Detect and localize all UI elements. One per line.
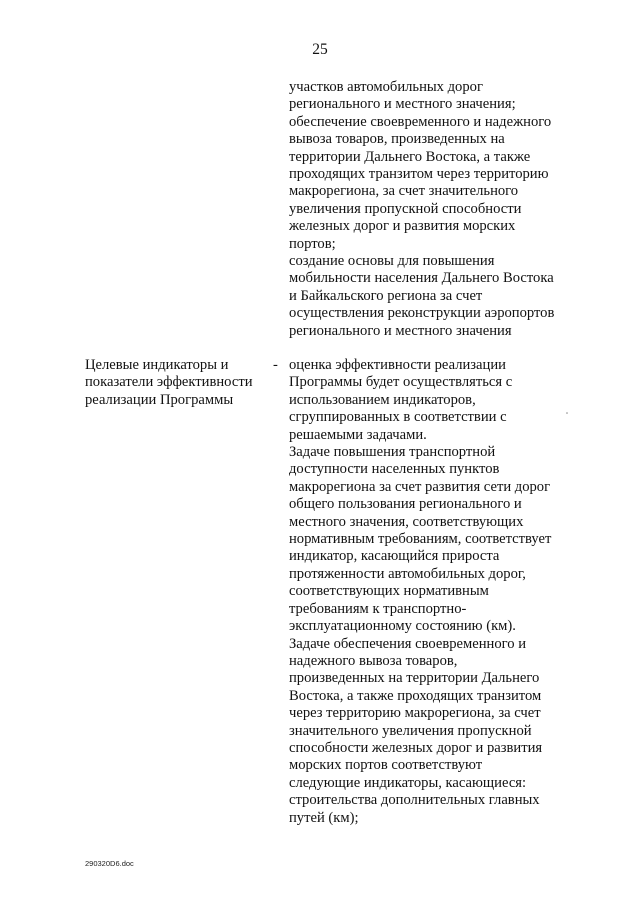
page-number: 25 (312, 41, 328, 58)
text-line: регионального и местного значения (289, 322, 512, 339)
text-line: морских портов соответствуют (289, 757, 483, 774)
text-line: Программы будет осуществляться с (289, 374, 513, 391)
text-line: произведенных на территории Дальнего (289, 670, 540, 687)
text-line: Востока, а также проходящих транзитом (289, 687, 542, 704)
text-line: общего пользования регионального и (289, 496, 522, 513)
separator-dash: - (273, 357, 278, 373)
text-line: соответствующих нормативным (289, 583, 489, 600)
text-line: строительства дополнительных главных (289, 792, 540, 809)
text-line: проходящих транзитом через территорию (289, 166, 549, 183)
text-line: индикатор, касающийся прироста (289, 548, 500, 565)
text-line: путей (км); (289, 809, 359, 826)
label-line: реализации Программы (85, 391, 234, 408)
text-line: оценка эффективности реализации (289, 357, 506, 373)
text-line: надежного вывоза товаров, (289, 652, 458, 669)
text-line: через территорию макрорегиона, за счет (289, 705, 541, 722)
text-line: мобильности населения Дальнего Востока (289, 270, 554, 287)
text-line: макрорегиона, за счет значительного (289, 183, 519, 200)
text-line: железных дорог и развития морских (289, 218, 516, 235)
text-line: способности железных дорог и развития (289, 739, 543, 756)
text-line: вывоза товаров, произведенных на (289, 131, 505, 148)
text-line: осуществления реконструкции аэропортов (289, 305, 555, 322)
text-line: местного значения, соответствующих (289, 513, 524, 530)
text-line: портов; (289, 235, 336, 252)
text-line: протяженности автомобильных дорог, (289, 565, 526, 582)
text-line: Задаче повышения транспортной (289, 444, 496, 461)
text-line: участков автомобильных дорог (289, 79, 483, 95)
text-line: требованиям к транспортно- (289, 600, 467, 617)
text-line: увеличения пропускной способности (289, 200, 522, 217)
text-line: макрорегиона за счет развития сети дорог (289, 478, 551, 495)
text-line: обеспечение своевременного и надежного (289, 113, 552, 130)
text-line: и Байкальского региона за счет (289, 287, 483, 304)
text-line: использованием индикаторов, (289, 391, 476, 408)
text-line: сгруппированных в соответствии с (289, 409, 507, 426)
label-line: показатели эффективности (85, 374, 253, 391)
text-line: эксплуатационному состоянию (км). (289, 618, 516, 635)
footer-filename: 290320D6.doc (85, 859, 134, 868)
text-line: нормативным требованиям, соответствует (289, 531, 552, 548)
label-line: Целевые индикаторы и (85, 357, 229, 373)
text-line: следующие индикаторы, касающиеся: (289, 774, 527, 791)
text-line: решаемыми задачами. (289, 426, 427, 443)
text-line: регионального и местного значения; (289, 96, 516, 113)
text-line: территории Дальнего Востока, а также (289, 148, 531, 165)
scan-speck (566, 412, 568, 414)
text-line: доступности населенных пунктов (289, 461, 500, 478)
text-line: Задаче обеспечения своевременного и (289, 635, 527, 652)
text-line: создание основы для повышения (289, 253, 495, 270)
text-line: значительного увеличения пропускной (289, 722, 532, 739)
